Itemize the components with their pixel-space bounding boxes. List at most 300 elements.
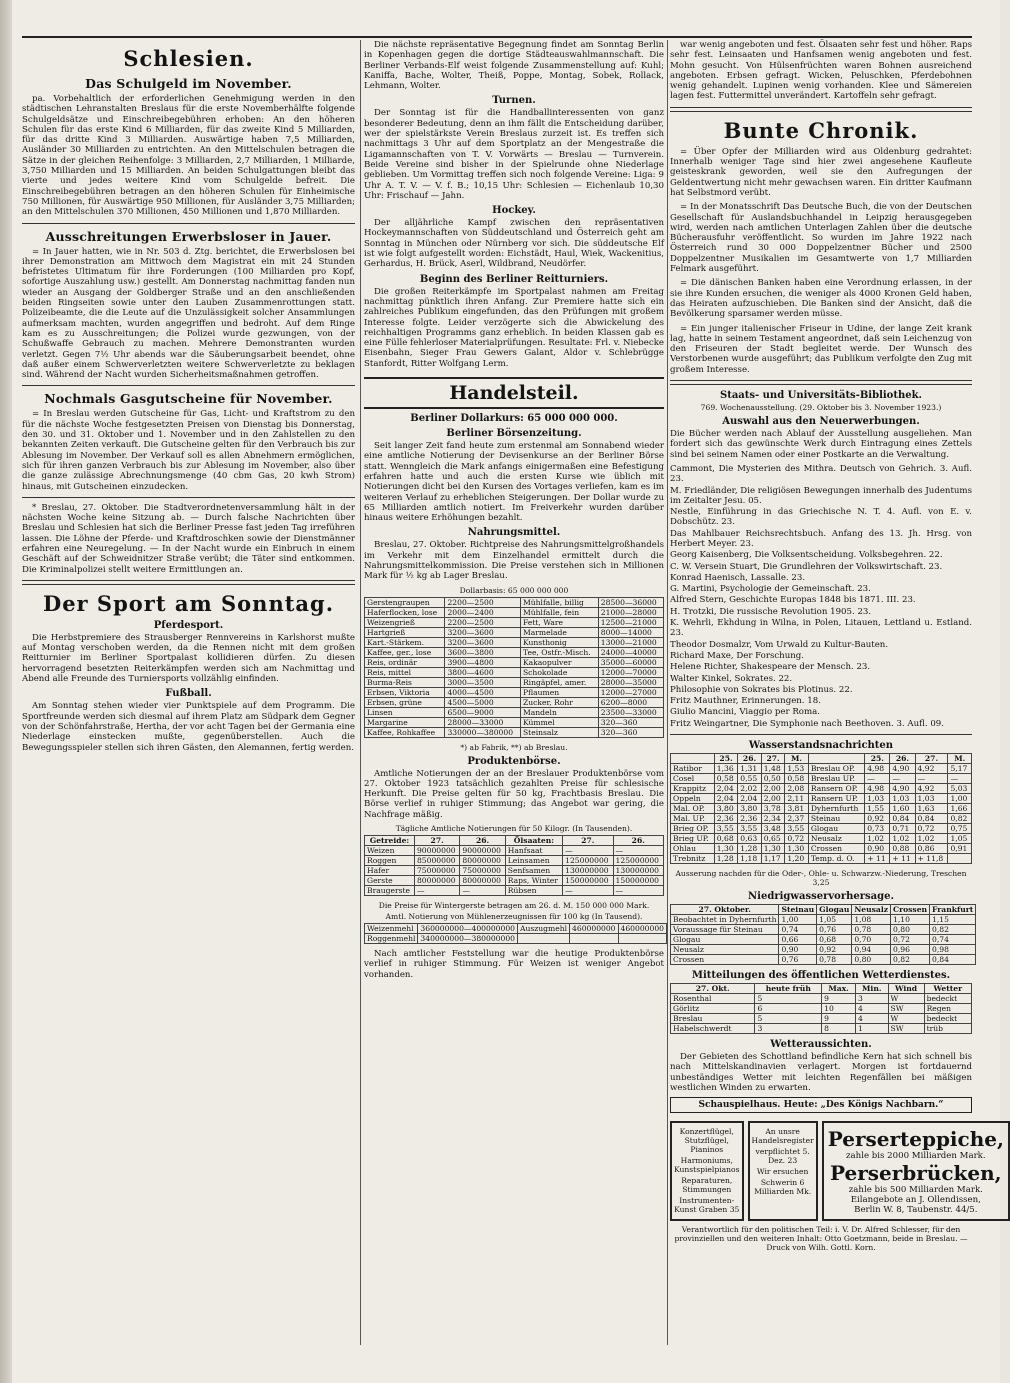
table-cell: 2,36 — [738, 814, 762, 824]
table-cell: 12000—70000 — [598, 667, 663, 677]
table-cell: Neusalz — [671, 945, 779, 955]
column-header: heute früh — [755, 984, 822, 994]
table-row — [365, 697, 664, 707]
ad-title: Perserteppiche, — [827, 1127, 1004, 1152]
table-cell: Ransern OP. — [808, 784, 864, 794]
table-cell: 6 — [755, 1004, 822, 1014]
article-text: = Über Opfer der Milliarden wird aus Oldenburg gedrahtet: Innerhalb weniger Tage sind hier zwei angesehene Kaufleute geisteskrank geworden, weil sie den Aufregungen der Geldentwertung nicht mehr gewachsen waren. Ein dritter Kaufmann hat Selbstmord verübt. — [670, 146, 972, 198]
table-cell: 1,00 — [948, 794, 972, 804]
table-cell: Temp. d. O. — [808, 854, 864, 864]
table-cell: 4500—5000 — [445, 697, 521, 707]
library-entry: Nestle, Einführung in das Griechische N. T. 4. Aufl. von E. v. Dobschütz. 23. — [670, 507, 972, 528]
table-row — [365, 677, 664, 687]
table-cell: Beobachtet in Dyhernfurth — [671, 915, 779, 925]
table-cell: — — [865, 774, 890, 784]
table-cell: 0,74 — [779, 925, 817, 935]
ad-notice — [748, 1121, 818, 1221]
table-cell: 1,08 — [852, 915, 891, 925]
article-text: Die großen Reiterkämpfe im Sportpalast nahmen am Freitag nachmittag pünktlich ihren Anfang. Zur Premiere hatte sich ein zahlreiches Publikum eingefunden, das den Prüfungen mit großem Interesse folgte. Leider verzögerte sich die Abwickelung des reichhaltigen Programms ganz erheblich. In beiden Klassen gab es eine Fülle fehlerloser Materialprüfungen. Resultate: Frl. v. Niebecke Eisenbahn, Sieger Frau Gewers Galant, Aldor v. Schlebrügge Stanfordt, Ritter Wolfgang Lerm. — [364, 286, 664, 369]
table-cell: 80000000 — [460, 856, 505, 866]
table-cell: trüb — [924, 1024, 971, 1034]
table-cell: Reis, mittel — [365, 667, 445, 677]
mill-table-heading: Amtl. Notierung von Mühlenerzeugnissen für 100 kg (In Tausend). — [385, 912, 643, 922]
ad-line: An unsre Handelsregister — [751, 1127, 814, 1146]
table-cell: Auszugmehl — [517, 924, 569, 934]
water-level-table — [670, 753, 972, 864]
table-row — [671, 925, 976, 935]
table-row — [365, 876, 664, 886]
column-header: Steinau — [779, 905, 817, 915]
table-cell: 1,05 — [817, 915, 852, 925]
table-row — [365, 687, 664, 697]
library-entry: Walter Kinkel, Sokrates. 22. — [670, 673, 793, 684]
table-cell: 35000—60000 — [598, 657, 663, 667]
subsection-title: Pferdesport. — [153, 619, 224, 631]
ad-perserteppiche — [822, 1121, 1010, 1221]
table-cell: 0,74 — [930, 935, 976, 945]
table-cell: 3,81 — [785, 804, 809, 814]
table-cell: Steinsalz — [520, 727, 598, 737]
column-header: Neusalz — [852, 905, 891, 915]
library-entry: Fritz Mauthner, Erinnerungen. 18. — [670, 696, 821, 707]
table-cell: 2,37 — [785, 814, 809, 824]
table-cell: 330000—380000 — [445, 727, 521, 737]
table-cell: Regen — [924, 1004, 971, 1014]
table-cell: — — [890, 774, 915, 784]
column-header: Crossen — [891, 905, 930, 915]
table-row — [365, 717, 664, 727]
library-entry: Giulio Mancini, Viaggio per Roma. — [670, 707, 820, 718]
table-cell: 0,86 — [915, 844, 948, 854]
column-header: Frankfurt — [930, 905, 976, 915]
divider — [22, 223, 355, 224]
table-cell: 4,92 — [915, 784, 948, 794]
table-cell: 0,68 — [817, 935, 852, 945]
table-cell: Kümmel — [520, 717, 598, 727]
table-cell: Cosel — [671, 774, 715, 784]
table-cell: Rübsen — [505, 886, 562, 896]
table-cell: 0,73 — [865, 824, 890, 834]
table-cell: — — [563, 886, 613, 896]
table-cell: 5,17 — [948, 764, 972, 774]
table-cell: 5 — [755, 994, 822, 1004]
table-cell: 3,78 — [761, 804, 785, 814]
table-cell: 1,28 — [738, 844, 762, 854]
table-cell: 1,30 — [761, 844, 785, 854]
table-row — [671, 935, 976, 945]
table-cell: 4,98 — [865, 764, 890, 774]
table-cell: 13000—21000 — [598, 637, 663, 647]
table-row — [671, 794, 972, 804]
library-entry: M. Friedländer, Die religiösen Bewegungen innerhalb des Judentums im Zeitalter Jesu. 05. — [670, 485, 972, 506]
table-cell: 1,10 — [891, 915, 930, 925]
subsection-title: Fußball. — [165, 688, 212, 700]
column-2 — [364, 40, 664, 1345]
table-cell: 28000—33000 — [445, 717, 521, 727]
table-cell: Crossen — [671, 955, 779, 965]
table-cell: Senfsamen — [505, 866, 562, 876]
column-header — [808, 754, 864, 764]
table-row — [671, 955, 976, 965]
article-text: = Die dänischen Banken haben eine Verordnung erlassen, in der sie ihre Kunden ersuchen, die weniger als 4000 Kronen Geld haben, das Heiraten aufzuschieben. Die Banken sind der Ansicht, daß die Bevölkerung sparsamer werden müsse. — [670, 278, 972, 320]
forecast-text: Der Gebieten des Schottland befindliche Kern hat sich schnell bis nach Mittelskandinavien verlagert. Morgen ist fortdauernd unbeständiges Wetter mit leichten Regenfällen bei mäßigen westlichen Winden zu erwarten. — [670, 1052, 972, 1093]
ad-line: Harmoniums, Kunstspielpianos — [674, 1156, 740, 1175]
table-row — [365, 607, 664, 617]
table-cell: 0,70 — [852, 935, 891, 945]
table-cell: 3800—4600 — [445, 667, 521, 677]
table-cell: Weizengrieß — [365, 617, 445, 627]
table-cell: 340000000—380000000 — [418, 934, 518, 944]
column-header: Min. — [856, 984, 889, 994]
divider — [670, 734, 972, 735]
table-cell: 4,90 — [890, 764, 915, 774]
table-cell: Ransern UP. — [808, 794, 864, 804]
table-cell: 1,05 — [948, 834, 972, 844]
table-cell: 0,94 — [852, 945, 891, 955]
ad-line: Wir ersuchen — [756, 1167, 809, 1177]
table-cell: Hafer — [365, 866, 415, 876]
table-cell: 3,80 — [738, 804, 762, 814]
table-row — [671, 915, 976, 925]
table-cell: SW — [888, 1024, 924, 1034]
table-cell: Trebnitz — [671, 854, 715, 864]
table-cell: 125000000 — [613, 856, 663, 866]
table-cell: Linsen — [365, 707, 445, 717]
table-cell: 5 — [755, 1014, 822, 1024]
column-header: 27. — [761, 754, 785, 764]
table-note: Die Preise für Wintergerste betragen am 26. d. M. 150 000 000 Mark. — [378, 901, 650, 911]
table-cell: Kart.-Stärkem. — [365, 637, 445, 647]
table-cell: 3 — [755, 1024, 822, 1034]
divider — [22, 385, 355, 386]
table-cell: 0,90 — [779, 945, 817, 955]
table-cell: 2200—2500 — [445, 597, 521, 607]
table-cell: 8000—14000 — [598, 627, 663, 637]
column-header: Wetter — [924, 984, 971, 994]
article-text: = In der Monatsschrift Das Deutsche Buch, die von der Deutschen Gesellschaft für Auslandsbuchhandel in Leipzig herausgegeben wird, werden nach amtlichen Unterlagen Zahlen über die deutsche Bücherausfuhr veröffentlicht. So wurden im Jahre 1922 nach Österreich rund 30 000 Doppelzentner Bücher und 2500 Doppelzentner Musikalien im Gesamtwerte von 1,7 Milliarden Felmark ausgeführt. — [670, 202, 972, 275]
table-cell: — — [563, 846, 613, 856]
ad-line: Schwerin 6 Milliarden Mk. — [754, 1178, 812, 1197]
article-text: = In Breslau werden Gutscheine für Gas, Licht- und Kraftstrom zu den für die nächste Woche festgesetzten Preisen von Dienstag bis Donnerstag, den 30. und 31. Oktober und 1. November und in den Zahlstellen zu den bekannten Zeiten verkauft. Die Gutscheine gelten für den Verbrauch bis zur Ablesung im November. Der Verkauf soll es allen Abnehmern ermöglichen, sich für ihren ganzen Verbrauch bis zur Ablesung im November, also über die ganze zulässige Abrechnungsmenge (40 cbm Gas, 20 kwh Strom) hinaus, mit Gutscheinen einzudecken. — [22, 409, 355, 492]
table-cell: 3000—3500 — [445, 677, 521, 687]
column-header: 27. — [563, 836, 613, 846]
table-cell: 0,84 — [930, 955, 976, 965]
table-cell: 12500—21000 — [598, 617, 663, 627]
article-text: Der Sonntag ist für die Handballinteressenten von ganz besonderer Bedeutung, denn an ihm fällt die Entscheidung darüber, wer der spielstärkste Verein Breslaus zurzeit ist. Es treffen sich nachmittags 3 Uhr auf dem Sportplatz an der Mengestraße die Ligamannschaften von T. V. Vorwärts — Breslau — Turnverein. Beide Vereine sind bisher in der Spielrunde ohne Niederlage geblieben. Um Vormittag treffen sich noch folgende Vereine: Liga: 9 Uhr A. T. V. — V. f. B.; 10,15 Uhr: Schlesien — Eichenlaub 10,30 Uhr: Frischauf — Jahn. — [364, 108, 664, 201]
table-cell: 1 — [856, 1024, 889, 1034]
table-cell: 0,71 — [890, 824, 915, 834]
water-note: Ausserung nachden für die Oder-, Ohle- u. Schwarzw.-Niederung, Treschen 3,25 — [675, 869, 967, 888]
dollar-rate: Berliner Dollarkurs: 65 000 000 000. — [410, 413, 618, 425]
table-cell: Gerstengraupen — [365, 597, 445, 607]
column-header: M. — [948, 754, 972, 764]
table-row — [671, 804, 972, 814]
table-cell: 0,72 — [785, 834, 809, 844]
table-cell: 4 — [856, 1004, 889, 1014]
weather-table — [670, 983, 972, 1034]
table-cell: 1,31 — [738, 764, 762, 774]
table-cell: Voraussage für Steinau — [671, 925, 779, 935]
library-entry: Alfred Stern, Geschichte Europas 1848 bis 1871. III. 23. — [670, 595, 916, 606]
library-intro: Die Bücher werden nach Ablauf der Ausstellung ausgeliehen. Man fordert sich das gewünschte Werk durch Eintragung eines Zettels sind bei seinem Namen oder einer Postkarte an die Verwaltung. — [670, 429, 972, 460]
table-cell: 75000000 — [460, 866, 505, 876]
table-cell: 1,03 — [915, 794, 948, 804]
column-header: Glogau — [817, 905, 852, 915]
table-cell: 0,96 — [891, 945, 930, 955]
table-cell: 460000000 — [570, 924, 618, 934]
table-cell: 2,02 — [738, 784, 762, 794]
library-entry: Helene Richter, Shakespeare der Mensch. 23. — [670, 662, 871, 673]
table-cell: 3200—3600 — [445, 637, 521, 647]
table-cell: Hanfsaat — [505, 846, 562, 856]
table-cell: 0,75 — [948, 824, 972, 834]
table-cell: 0,90 — [865, 844, 890, 854]
table-cell: 3200—3600 — [445, 627, 521, 637]
library-entry: G. Martini, Psychologie der Gemeinschaft. 23. — [670, 584, 871, 595]
table-cell: — — [613, 886, 663, 896]
theater-notice: Schauspielhaus. Heute: „Des Königs Nachbarn.“ — [670, 1097, 972, 1113]
column-header: 26. — [890, 754, 915, 764]
table-cell: Erbsen, grüne — [365, 697, 445, 707]
table-cell: 130000000 — [563, 866, 613, 876]
table-cell — [517, 934, 569, 944]
divider — [670, 380, 972, 385]
table-cell: — — [948, 774, 972, 784]
ad-title: Perserbrücken, — [830, 1161, 1002, 1186]
table-cell: Pflaumen — [520, 687, 598, 697]
table-cell: 3600—3800 — [445, 647, 521, 657]
table-cell: Görlitz — [671, 1004, 755, 1014]
table-row — [365, 856, 664, 866]
article-text: Der alljährliche Kampf zwischen den repräsentativen Hockeymannschaften von Süddeutschland und Österreich geht am Sonntag in München oder Nürnberg vor sich. Die süddeutsche Elf ist wie folgt aufgestellt worden: Eichstädt, Haul, Wiek, Wackenitius, Gerhardus, H. Brück, Aserl, Wildbrand, Neudörfer. — [364, 218, 664, 270]
table-cell: Mühlfalle, fein — [520, 607, 598, 617]
table-cell: 9 — [822, 1014, 856, 1024]
table-cell: 1,02 — [915, 834, 948, 844]
column-header: 26. — [738, 754, 762, 764]
ad-line: zahle bis 500 Milliarden Mark. — [848, 1185, 983, 1196]
table-cell: 0,78 — [852, 925, 891, 935]
divider — [22, 497, 355, 498]
column-header: 26. — [613, 836, 663, 846]
table-row — [365, 707, 664, 717]
table-row — [365, 727, 664, 737]
table-cell: 0,82 — [891, 955, 930, 965]
table-cell: 90000000 — [414, 846, 459, 856]
table-cell: 2,00 — [761, 784, 785, 794]
table-cell: 2,11 — [785, 794, 809, 804]
table-cell: 6500—9000 — [445, 707, 521, 717]
table-cell: W — [888, 994, 924, 1004]
table-cell: 1,20 — [785, 854, 809, 864]
table-cell: 3,80 — [714, 804, 738, 814]
table-cell: 125000000 — [563, 856, 613, 866]
table-cell — [570, 934, 618, 944]
table-cell: Ohlau — [671, 844, 715, 854]
ad-line: Eilangebote an J. Ollendissen, — [850, 1195, 981, 1206]
table-cell: 0,98 — [930, 945, 976, 955]
table-cell: 23500—33000 — [598, 707, 663, 717]
table-cell: Fett, Ware — [520, 617, 598, 627]
library-entries — [670, 464, 972, 729]
table-cell: 1,02 — [890, 834, 915, 844]
table-row — [365, 846, 664, 856]
table-cell: 28000—35000 — [598, 677, 663, 687]
table-cell: 1,02 — [865, 834, 890, 844]
ads-row — [670, 1117, 1004, 1221]
table-cell: 8 — [822, 1024, 856, 1034]
article-text: = In Jauer hatten, wie in Nr. 503 d. Ztg. berichtet, die Erwerbslosen bei ihrer Demonstration am Mittwoch dem Magistrat ein mit 24 Stunden befristetes Ultimatum für ihre Forderungen (100 Milliarden pro Kopf, sofortige Auszahlung usw.) gestellt. Am Donnerstag nachmittag fanden nun wieder an Ausgang der Goldberger Straße und an den anschließenden beiden Ringseiten sowie unter den Lauben Zusammenrottungen statt. Polizeibeamte, die die Leute auf die Unzulässigkeit solcher Ansammlungen aufmerksam machten, wurden angegriffen und bedroht. Auf dem Ringe kam es zu Ausschreitungen; die Polizei wurde gezwungen, von der Schußwaffe Gebrauch zu machen. Mehrere Demonstranten wurden verletzt. Gegen 7½ Uhr abends war die Säuberungsarbeit beendet, ohne daß außer einem Schwerverletzten weitere Schwerverletzte zu beklagen sind. Während der Nacht wurden Sicherheitsmaßnahmen getroffen. — [22, 246, 355, 381]
table-cell: Ratibor — [671, 764, 715, 774]
table-cell: 0,82 — [930, 925, 976, 935]
table-cell: Steinau — [808, 814, 864, 824]
table-cell: Rosenthal — [671, 994, 755, 1004]
table-cell: 2,34 — [761, 814, 785, 824]
table-row — [365, 667, 664, 677]
table-cell: Glogau — [808, 824, 864, 834]
table-cell: 150000000 — [613, 876, 663, 886]
article-text: war wenig angeboten und fest. Ölsaaten sehr fest und höher. Raps sehr fest. Leinsaaten und Hanfsamen wenig angeboten und fest. Mohn gesucht. Von Hülsenfrüchten waren Bohnen ausreichend angeboten. Erbsen gefragt. Wicken, Peluschken, Pferdebohnen wenig gehandelt. Lupinen wenig vorhanden. Klee und Sämereien lagen fest. Futtermittel unverändert. Kartoffeln sehr gefragt. — [670, 40, 972, 102]
table-cell: 2200—2500 — [445, 617, 521, 627]
table-cell: 21000—28000 — [598, 607, 663, 617]
table-note: *) ab Fabrik, **) ab Breslau. — [460, 742, 568, 752]
column-header — [671, 754, 715, 764]
table-cell: 1,53 — [785, 764, 809, 774]
table-cell: 4,98 — [865, 784, 890, 794]
table-cell: Kakaopulver — [520, 657, 598, 667]
section-heading-chronik: Bunte Chronik. — [723, 117, 919, 143]
table-cell: Oppeln — [671, 794, 715, 804]
table-cell: 1,48 — [761, 764, 785, 774]
ad-line: verpflichtet 5. Dez. 23 — [755, 1147, 810, 1166]
table-cell: Glogau — [671, 935, 779, 945]
table-cell: 2,04 — [714, 794, 738, 804]
table-cell: 0,88 — [890, 844, 915, 854]
library-heading: Auswahl aus den Neuerwerbungen. — [722, 416, 920, 428]
library-entry: Georg Kaisenberg, Die Volksentscheidung. Volksbegehren. 22. — [670, 550, 943, 561]
article-text: = Ein junger italienischer Friseur in Udine, der lange Zeit krank lag, hatte in seinem Testament angeordnet, daß sein Leichenzug von den Friseuren der Stadt begleitet werde. Der Wunsch des Verstorbenen wurde ausgeführt; das Publikum verfolgte den Zug mit großem Interesse. — [670, 323, 972, 375]
article-title: Nochmals Gasgutscheine für November. — [44, 391, 333, 407]
grain-table-heading: Tägliche Amtliche Notierungen für 50 Kilogr. (In Tausenden). — [395, 824, 633, 834]
table-cell: SW — [888, 1004, 924, 1014]
table-cell: 320—360 — [598, 727, 663, 737]
column-divider — [360, 40, 361, 1345]
table-cell: Dyhernfurth — [808, 804, 864, 814]
column-1 — [22, 40, 355, 1345]
table-cell: bedeckt — [924, 994, 971, 1004]
table-cell: W — [888, 1014, 924, 1024]
library-entry: Das Mahlbauer Reichsrechtsbuch. Anfang des 13. Jh. Hrsg. von Herbert Meyer. 23. — [670, 528, 972, 549]
weather-title: Mitteilungen des öffentlichen Wetterdienstes. — [691, 970, 951, 982]
table-cell: 10 — [822, 1004, 856, 1014]
subsection-title: Hockey. — [492, 205, 536, 217]
table-cell: Leinsamen — [505, 856, 562, 866]
table-cell: 1,28 — [714, 854, 738, 864]
table-cell: 80000000 — [414, 876, 459, 886]
subsection-title: Produktenbörse. — [467, 755, 561, 767]
table-cell: 1,00 — [779, 915, 817, 925]
table-cell — [618, 934, 666, 944]
article-title: Das Schulgeld im November. — [85, 76, 292, 91]
table-cell: 1,03 — [865, 794, 890, 804]
table-row — [671, 814, 972, 824]
column-header: 27. Oktober. — [671, 905, 779, 915]
table-cell: Gerste — [365, 876, 415, 886]
forecast-title: Wetteraussichten. — [770, 1039, 872, 1051]
table-cell: 130000000 — [613, 866, 663, 876]
table-row — [365, 627, 664, 637]
water-title: Wasserstandsnachrichten — [748, 740, 894, 752]
table-row — [671, 844, 972, 854]
table-cell: Mal. UP. — [671, 814, 715, 824]
table-cell: Kaffee, ger., lose — [365, 647, 445, 657]
impressum: Verantwortlich für den politischen Teil: i. V. Dr. Alfred Schlesser, für den provinziellen und den weiteren Inhalt: Otto Goetzmann, beide in Breslau. — Druck von Wilh. Gottl. Korn. — [674, 1225, 968, 1253]
library-entry: Cammont, Die Mysterien des Mithra. Deutsch von Gehrich. 3. Aufl. 23. — [670, 463, 972, 485]
food-price-table — [364, 597, 664, 738]
column-header: Max. — [822, 984, 856, 994]
table-cell: 4 — [856, 1014, 889, 1024]
ad-line: Konzertflügel, Stutzflügel, Pianinos — [679, 1127, 734, 1155]
lowwater-table — [670, 904, 976, 965]
table-row — [365, 647, 664, 657]
dollar-basis: Dollarbasis: 65 000 000 000 — [459, 585, 569, 595]
library-entry: Theodor Dosmalzr, Vom Urwald zu Kultur-Bauten. — [670, 639, 889, 650]
column-header: Getreide: — [365, 836, 415, 846]
article-text: Die nächste repräsentative Begegnung findet am Sonntag Berlin in Kopenhagen gegen die dortige Städteauswahlmannschaft. Die Berliner Verbands-Elf weist folgende Zusammenstellung auf: Kuhl; Kaniffa, Bache, Wolter, Theiß, Poppe, Montag, Sobek, Rollack, Lehmann, Wolter. — [364, 40, 664, 92]
table-cell: 0,92 — [865, 814, 890, 824]
lowwater-title: Niedrigwasservorhersage. — [748, 891, 894, 903]
article-text: * Breslau, 27. Oktober. Die Stadtverordnetenversammlung hält in der nächsten Woche keine Sitzung ab. — Durch falsche Nachrichten über Breslau und Schlesien hat sich die Berliner Presse fast jeden Tag irreführen lassen. Die Löhne der Pferde- und Kraftdroschken sowie der Dienstmänner erfahren eine Neuregelung. — In der Nacht wurde ein Einbruch in einem Geschäft auf der Schweidnitzer Straße verübt; die Täter sind entkommen. Die Kriminalpolizei stellt weitere Ermittlungen an. — [22, 502, 355, 575]
table-cell: Neusalz — [808, 834, 864, 844]
table-cell: Brieg OP. — [671, 824, 715, 834]
table-cell: 1,60 — [890, 804, 915, 814]
table-cell: 0,68 — [714, 834, 738, 844]
page-binding-edge — [0, 0, 12, 1383]
table-row — [671, 854, 972, 864]
ad-line: Instrumenten-Kunst Graben 35 — [674, 1196, 740, 1215]
table-cell: 1,66 — [948, 804, 972, 814]
table-cell: 1,30 — [714, 844, 738, 854]
table-cell: Margarine — [365, 717, 445, 727]
subsection-title: Berliner Börsenzeitung. — [446, 428, 582, 440]
library-entry: C. W. Versein Stuart, Die Grundlehren der Volkswirtschaft. 23. — [670, 561, 943, 572]
article-text: Amtliche Notierungen der an der Breslauer Produktenbörse vom 27. Oktober 1923 tatsächlich gezahlten Preise für schlesische Herkunft. Die Preise gelten für 50 kg, Frachtbasis Breslau. Die Börse verlief in ruhiger Stimmung; das Angebot war gering, die Nachfrage mäßig. — [364, 768, 664, 820]
table-cell: Hartgrieß — [365, 627, 445, 637]
column-header: 27. Okt. — [671, 984, 755, 994]
column-header: M. — [785, 754, 809, 764]
table-cell: 4,92 — [915, 764, 948, 774]
table-cell: Breslau OP. — [808, 764, 864, 774]
table-cell — [948, 854, 972, 864]
table-cell: 0,58 — [714, 774, 738, 784]
table-cell: — — [460, 886, 505, 896]
table-cell: 3 — [856, 994, 889, 1004]
column-header: Wind — [888, 984, 924, 994]
table-cell: Schokolade — [520, 667, 598, 677]
table-cell: 0,92 — [817, 945, 852, 955]
ad-line: Reparaturen, Stimmungen — [681, 1176, 733, 1195]
column-3 — [670, 40, 1004, 1345]
divider — [670, 107, 972, 112]
column-header: Ölsaaten: — [505, 836, 562, 846]
table-cell: 1,17 — [761, 854, 785, 864]
table-cell: 0,63 — [738, 834, 762, 844]
table-cell: 0,84 — [915, 814, 948, 824]
ad-line: zahle bis 2000 Milliarden Mark. — [846, 1151, 986, 1162]
section-heading-sport: Der Sport am Sonntag. — [42, 590, 335, 616]
library-entry: Konrad Haenisch, Lassalle. 23. — [670, 572, 806, 583]
table-cell: 3,55 — [785, 824, 809, 834]
subsection-title: Turnen. — [492, 95, 536, 107]
